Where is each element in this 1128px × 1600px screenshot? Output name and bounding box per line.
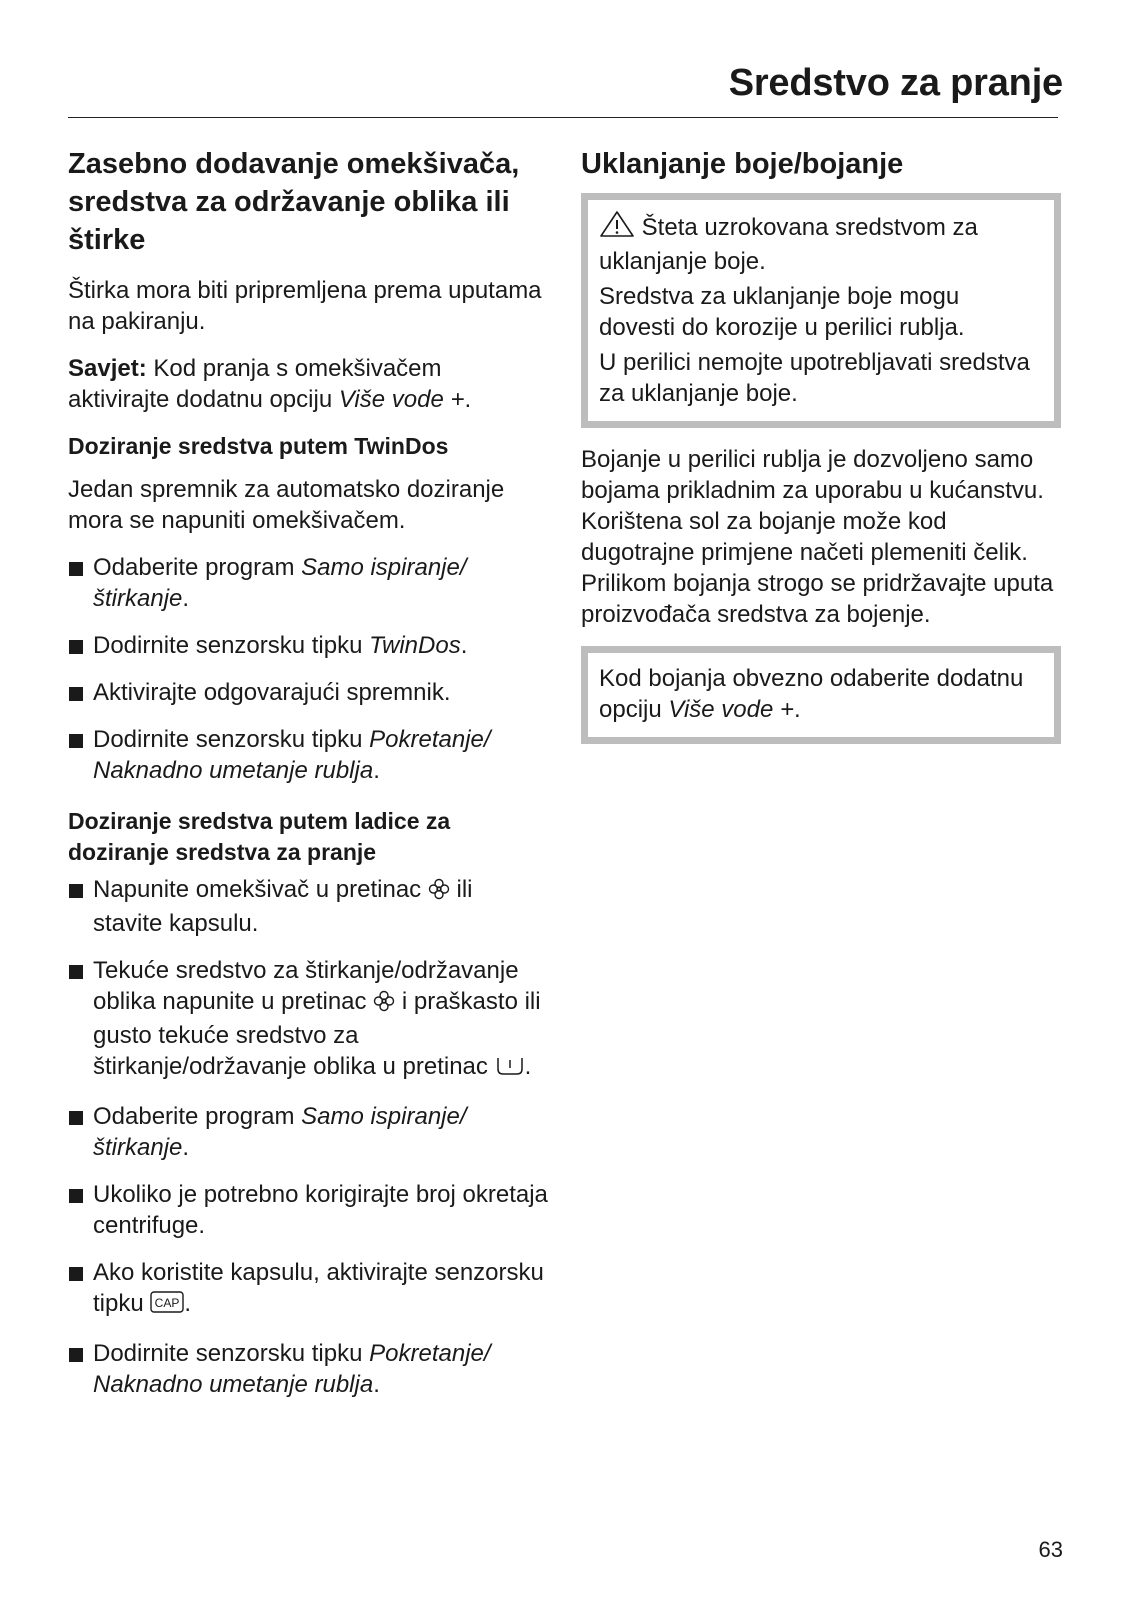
starch-intro: Štirka mora biti pripremljena prema uputama na pakiranju. — [68, 277, 542, 335]
section-heading-separate-dosing: Zasebno dodavanje omekšivača, sredstva za održavanje oblika ili štirke — [68, 148, 520, 256]
drawer-steps — [68, 874, 548, 1400]
warning-triangle-icon — [599, 210, 635, 246]
cap-icon — [150, 1290, 184, 1322]
svg-text:CAP: CAP — [155, 1296, 180, 1310]
flower-icon — [373, 989, 395, 1020]
bullet — [69, 734, 83, 748]
list-item: Napunite omekšivač u pretinac ili stavite kapsulu. — [68, 874, 548, 939]
list-item: Dodirnite senzorsku tipku Pokretanje/ Naknadno umetanje rublja. — [68, 1338, 548, 1400]
flower-icon — [428, 877, 450, 908]
tip-option: Više vode + — [338, 386, 465, 413]
left-column — [68, 145, 548, 1420]
tip-label: Savjet: — [68, 355, 147, 382]
list-item: Aktivirajte odgovarajući spremnik. — [68, 677, 548, 708]
section-heading-color-removal: Uklanjanje boje/bojanje — [581, 148, 904, 180]
warning-box — [581, 193, 1061, 428]
dyeing-paragraph: Bojanje u perilici rublja je dozvoljeno samo bojama prikladnim za uporabu u kućanstvu. Korištena sol za bojanje može kod dugotrajne primjene načeti plemeniti čelik. Prilikom bojanja strogo se pridržavajte uputa proizvođača sredstva za bojenje. — [581, 446, 1054, 628]
note-text: Kod bojanja obvezno odaberite dodatnu opciju Više vode +. — [599, 665, 1024, 723]
compartment-icon — [495, 1054, 525, 1085]
warning-line-2: U perilici nemojte upotrebljavati sredstva za uklanjanje boje. — [599, 349, 1030, 407]
subheading-drawer: Doziranje sredstva putem ladice za doziranje sredstva za pranje — [68, 808, 451, 865]
page-number: 63 — [1038, 1537, 1063, 1562]
twindos-intro: Jedan spremnik za automatsko doziranje mora se napuniti omekšivačem. — [68, 476, 505, 534]
subheading-twindos: Doziranje sredstva putem TwinDos — [68, 433, 449, 459]
warning-title: Šteta uzrokovana sredstvom za uklanjanje boje. — [599, 210, 1038, 277]
list-item: Tekuće sredstvo za štirkanje/održavanje oblika napunite u pretinac i praškasto ili gusto tekuće sredstvo za štirkanje/održavanje oblika u pretinac . — [68, 955, 548, 1085]
bullet — [69, 640, 83, 654]
list-item: Dodirnite senzorsku tipku Pokretanje/ Naknadno umetanje rublja. — [68, 724, 548, 786]
bullet — [69, 1111, 83, 1125]
right-column — [581, 145, 1061, 760]
list-item: Dodirnite senzorsku tipku TwinDos. — [68, 630, 548, 661]
note-box — [581, 646, 1061, 744]
tip-end: . — [464, 386, 472, 413]
list-item: Odaberite program Samo ispiranje/ štirkanje. — [68, 1101, 548, 1163]
list-item: Ukoliko je potrebno korigirajte broj okretaja centrifuge. — [68, 1179, 548, 1241]
list-item: Ako koristite kapsulu, aktivirajte senzorsku tipku CAP . — [68, 1257, 548, 1322]
bullet — [69, 562, 83, 576]
twindos-steps — [68, 552, 548, 786]
tip-text: Kod pranja s omekšivačem aktivirajte dodatnu opciju — [68, 355, 442, 413]
list-item: Odaberite program Samo ispiranje/ štirkanje. — [68, 552, 548, 614]
tip-paragraph — [68, 353, 548, 415]
bullet — [69, 1189, 83, 1203]
bullet — [69, 965, 83, 979]
page-title: Sredstvo za pranje — [728, 62, 1063, 104]
header-rule — [68, 117, 1058, 118]
bullet — [69, 884, 83, 898]
warning-line-1: Sredstva za uklanjanje boje mogu dovesti do korozije u perilici rublja. — [599, 283, 965, 341]
bullet — [69, 1267, 83, 1281]
bullet — [69, 1348, 83, 1362]
bullet — [69, 687, 83, 701]
